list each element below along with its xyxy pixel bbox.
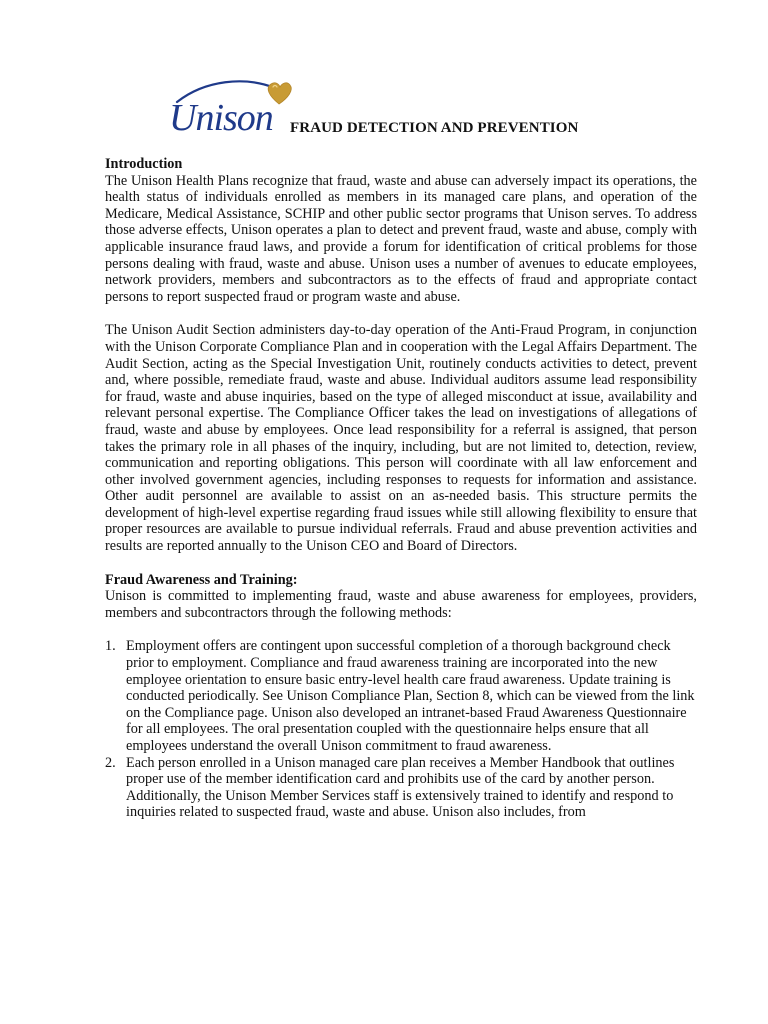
list-item-number: 1. xyxy=(105,638,116,655)
list-item xyxy=(105,638,697,754)
fraud-awareness-intro: Unison is committed to implementing fraud, waste and abuse awareness for employees, providers, members and subcontractors through the following methods: xyxy=(105,588,697,621)
unison-logo-graphic xyxy=(165,74,295,140)
unison-logo xyxy=(165,74,295,140)
awareness-methods-list xyxy=(105,638,697,821)
logo-wordmark: Unison xyxy=(169,97,273,139)
list-item-text: Employment offers are contingent upon successful completion of a thorough background check prior to employment. Compliance and fraud awareness training are incorporated into the new employee orientation to ensure basic entry-level health care fraud awareness. Update training is conducted periodically. See Unison Compliance Plan, Section 8, which can be viewed from the link on the Compliance page. Unison also developed an intranet-based Fraud Awareness Questionnaire for all employees. The oral presentation coupled with the questionnaire helps ensure that all employees understand the overall Unison commitment to fraud awareness. xyxy=(126,638,695,754)
introduction-heading: Introduction xyxy=(105,156,183,172)
fraud-awareness-heading: Fraud Awareness and Training: xyxy=(105,571,298,588)
introduction-paragraph-1: The Unison Health Plans recognize that fraud, waste and abuse can adversely impact its operations, the health status of individuals enrolled as members in its managed care plans, and operation of the Medicare, Medical Assistance, SCHIP and other public sector programs that Unison serves. To address those adverse effects, Unison operates a plan to detect and prevent fraud, waste and abuse, comply with applicable insurance fraud laws, and provide a forum for identification of critical problems for those persons dealing with fraud, waste and abuse. Unison uses a number of avenues to educate employees, network providers, members and subcontractors as to the effects of fraud and appropriate contact persons to report suspected fraud or program waste and abuse. xyxy=(105,172,697,305)
list-item-number: 2. xyxy=(105,754,116,771)
introduction-paragraph-2: The Unison Audit Section administers day-to-day operation of the Anti-Fraud Program, in conjunction with the Unison Corporate Compliance Plan and in cooperation with the Legal Affairs Department. The Audit Section, acting as the Special Investigation Unit, routinely conducts activities to detect, prevent and, where possible, remediate fraud, waste and abuse. Individual auditors assume lead responsibility for fraud, waste and abuse inquiries, based on the type of alleged misconduct at issue, availability and relevant personal expertise. The Compliance Officer takes the lead on investigations of allegations of fraud, waste and abuse by employees. Once lead responsibility for a referral is assigned, that person takes the primary role in all phases of the inquiry, including, but are not limited to, detection, review, communication and reporting obligations. This person will coordinate with all law enforcement and other involved government agencies, including responses to requests for information and assistance. Other audit personnel are available to assist on an as-needed basis. This structure permits the development of high-level expertise regarding fraud issues while still allowing flexibility to ensure that proper resources are available to pursue individual referrals. Fraud and abuse prevention activities and results are reported annually to the Unison CEO and Board of Directors. xyxy=(105,322,697,555)
document-title: FRAUD DETECTION AND PREVENTION xyxy=(290,120,579,136)
list-item xyxy=(105,755,697,821)
list-item-text: Each person enrolled in a Unison managed care plan receives a Member Handbook that outlines proper use of the member identification card and prohibits use of the card by another person. Additionally, the Unison Member Services staff is extensively trained to identify and respond to inquiries related to suspected fraud, waste and abuse. Unison also includes, from xyxy=(126,754,675,821)
document-body xyxy=(105,156,697,821)
